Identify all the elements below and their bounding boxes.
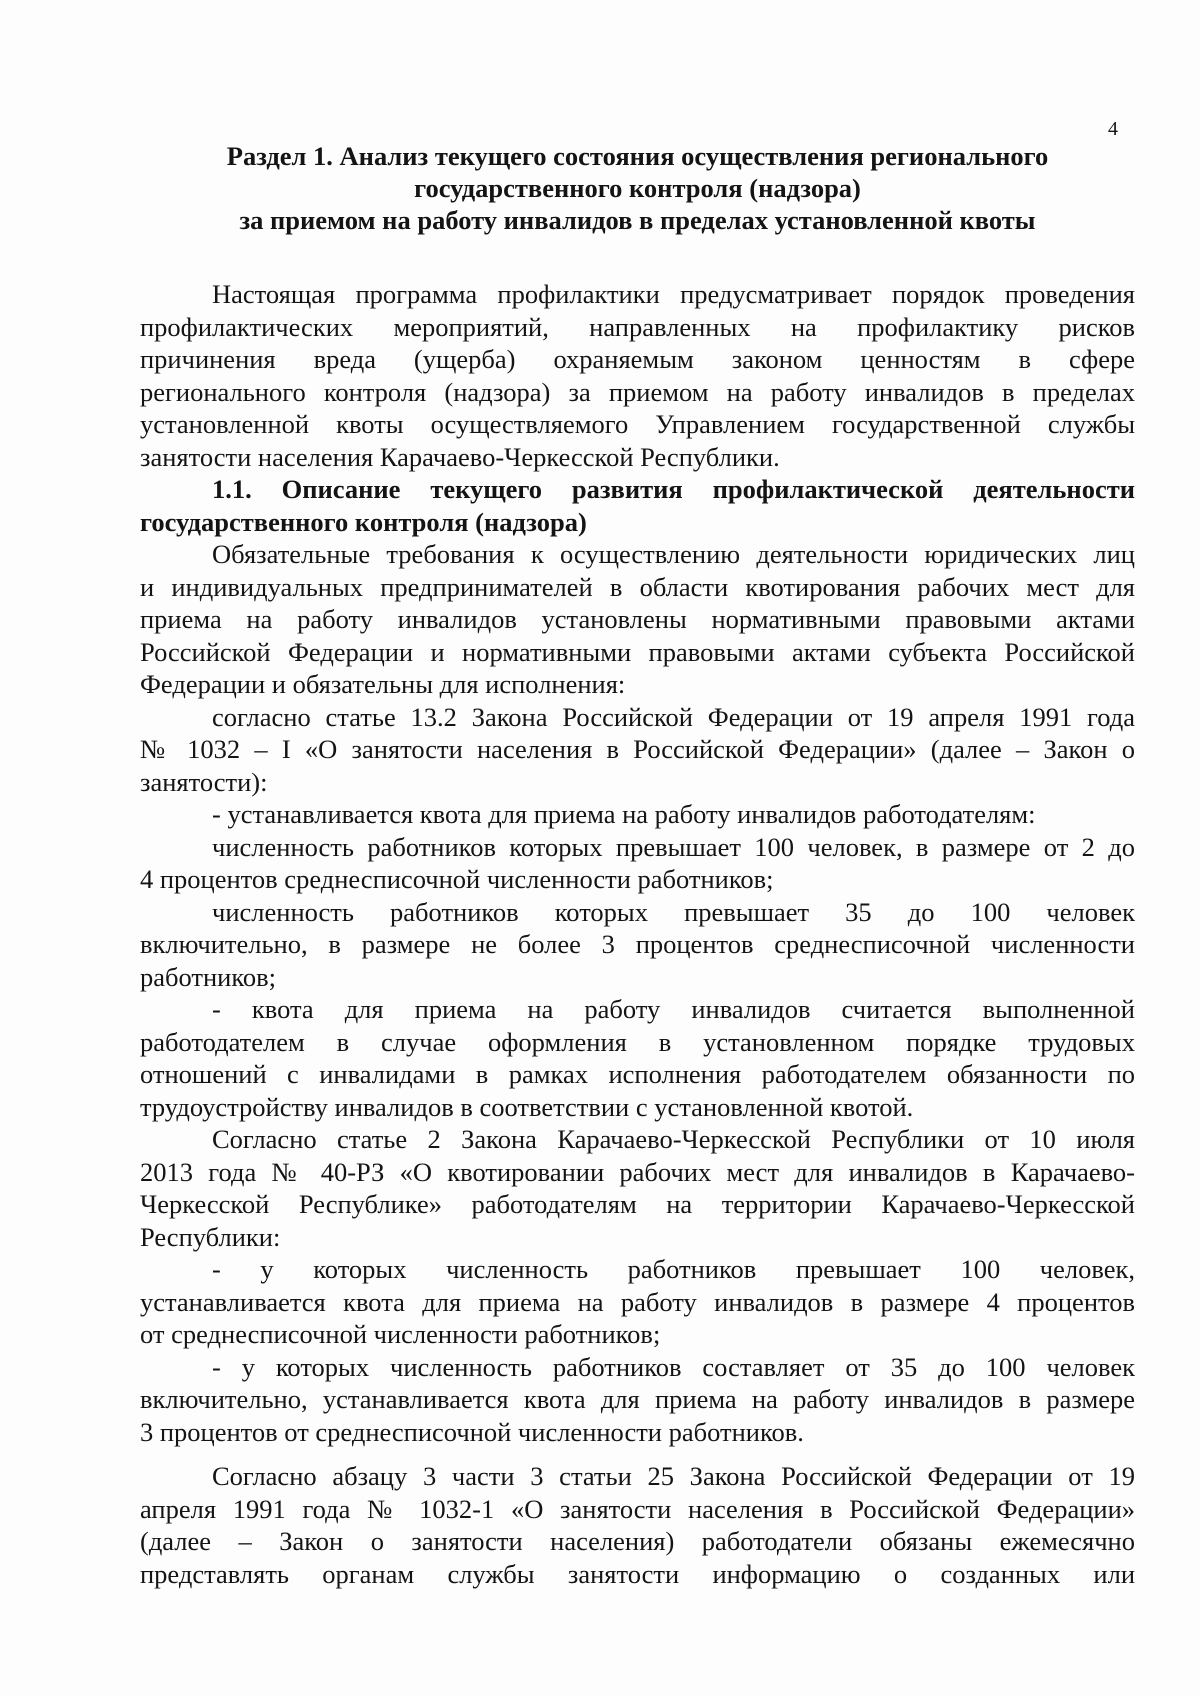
text-line: занятости): — [140, 766, 268, 797]
text-line: отношений с инвалидами в рамках исполнения работодателем обязанности по — [140, 1059, 1135, 1089]
text-line: Настоящая программа профилактики предусматривает порядок проведения — [212, 279, 1135, 309]
text-line: устанавливается квота для приема на работу инвалидов в размере 4 процентов — [140, 1286, 1135, 1317]
text-line: 1.1. Описание текущего развития профилактической деятельности — [212, 474, 1135, 504]
text-line: Республики: — [140, 1221, 281, 1252]
text-line: Федерации и обязательны для исполнения: — [140, 669, 626, 699]
text-line: регионального контроля (надзора) за приемом на работу инвалидов в пределах — [140, 376, 1135, 407]
text-line: Обязательные требования к осуществлению деятельности юридических лиц — [212, 539, 1135, 569]
heading-line: за приемом на работу инвалидов в пределах установленной квоты — [239, 205, 1036, 235]
heading-line: Раздел 1. Анализ текущего состояния осуществления регионального — [226, 141, 1049, 171]
paragraph-gap — [140, 1448, 1135, 1460]
text-line: занятости населения Карачаево-Черкесской Республики. — [140, 441, 780, 472]
paragraph — [140, 1460, 1135, 1590]
text-line: работников; — [140, 961, 276, 992]
text-line: установленной квоты осуществляемого Управлением государственной службы — [140, 409, 1135, 439]
paragraph — [140, 831, 1135, 896]
text-line: Черкесской Республике» работодателям на территории Карачаево-Черкесской — [140, 1189, 1135, 1219]
paragraph — [140, 701, 1135, 799]
page-number: 4 — [1108, 118, 1118, 140]
text-line: согласно статье 13.2 Закона Российской Федерации от 19 апреля 1991 года — [212, 701, 1135, 732]
paragraph — [140, 1351, 1135, 1449]
paragraph — [140, 1123, 1135, 1253]
paragraph — [140, 1253, 1135, 1351]
paragraph — [140, 798, 1135, 831]
text-line: - у которых численность работников составляет от 35 до 100 человек — [212, 1351, 1135, 1382]
text-line: Согласно статье 2 Закона Карачаево-Черкесской Республики от 10 июля — [212, 1124, 1135, 1154]
heading-line: государственного контроля (надзора) — [414, 173, 861, 203]
text-line: 4 процентов среднесписочной численности работников; — [140, 864, 774, 894]
text-line: включительно, устанавливается квота для приема на работу инвалидов в размере — [140, 1384, 1135, 1414]
text-line: 3 процентов от среднесписочной численности работников. — [140, 1416, 804, 1447]
text-line: апреля 1991 года № 1032-1 «О занятости населения в Российской Федерации» — [140, 1493, 1135, 1524]
section-heading — [140, 140, 1135, 236]
text-line: трудоустройству инвалидов в соответствии с установленной квотой. — [140, 1091, 914, 1122]
paragraph — [140, 278, 1135, 473]
text-line: включительно, в размере не более 3 процентов среднесписочной численности — [140, 929, 1135, 959]
text-line: Согласно абзацу 3 части 3 статьи 25 Закона Российской Федерации от 19 — [212, 1461, 1135, 1491]
subsection-heading — [140, 473, 1135, 538]
text-line: - квота для приема на работу инвалидов считается выполненной — [212, 994, 1135, 1024]
text-line: приема на работу инвалидов установлены нормативными правовыми актами — [140, 604, 1135, 634]
text-line: представлять органам службы занятости информацию о созданных или — [140, 1558, 1135, 1589]
text-line: работодателем в случае оформления в установленном порядке трудовых — [140, 1026, 1135, 1057]
document-body — [140, 278, 1135, 1590]
text-line: Российской Федерации и нормативными правовыми актами субъекта Российской — [140, 636, 1135, 667]
paragraph — [140, 993, 1135, 1123]
text-line: (далее – Закон о занятости населения) работодатели обязаны ежемесячно — [140, 1526, 1135, 1556]
text-line: численность работников которых превышает 35 до 100 человек — [212, 896, 1135, 927]
text-line: 2013 года № 40-РЗ «О квотировании рабочих мест для инвалидов в Карачаево- — [140, 1156, 1135, 1187]
text-line: - устанавливается квота для приема на работу инвалидов работодателям: — [212, 799, 1036, 829]
text-line: № 1032 – I «О занятости населения в Российской Федерации» (далее – Закон о — [140, 734, 1135, 764]
text-line: от среднесписочной численности работников; — [140, 1319, 661, 1349]
text-line: государственного контроля (надзора) — [140, 506, 587, 537]
text-line: численность работников которых превышает 100 человек, в размере от 2 до — [212, 831, 1135, 862]
paragraph — [140, 896, 1135, 994]
text-line: причинения вреда (ущерба) охраняемым законом ценностям в сфере — [140, 344, 1135, 374]
paragraph — [140, 538, 1135, 701]
text-line: - у которых численность работников превышает 100 человек, — [212, 1254, 1135, 1284]
text-line: профилактических мероприятий, направленных на профилактику рисков — [140, 311, 1135, 342]
text-line: и индивидуальных предпринимателей в области квотирования рабочих мест для — [140, 571, 1135, 602]
